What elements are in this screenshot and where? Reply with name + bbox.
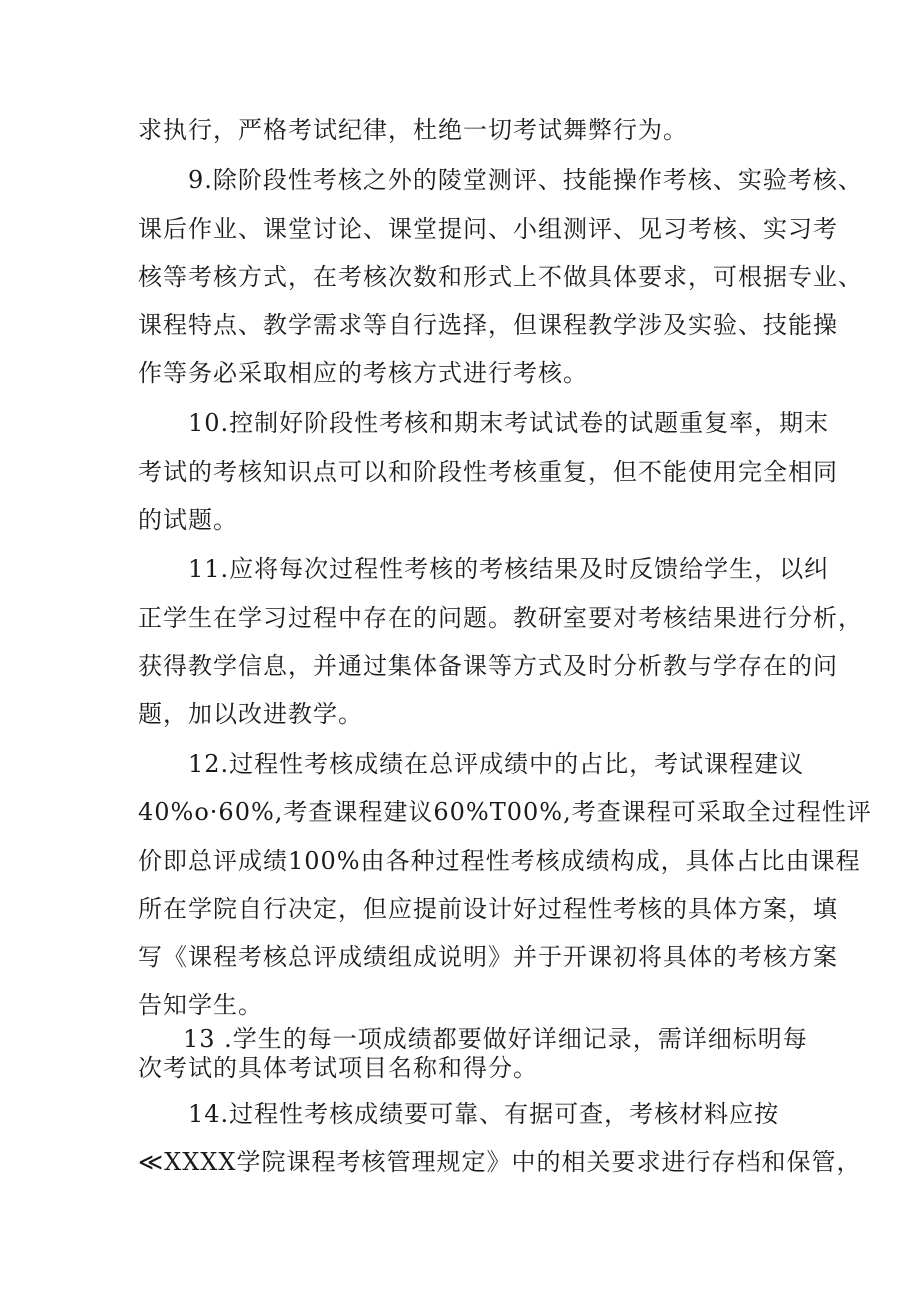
text-line: 12.过程性考核成绩在总评成绩中的占比，考试课程建议 xyxy=(188,750,805,778)
text-line: 获得教学信息，并通过集体备课等方式及时分析教与学存在的问 xyxy=(138,652,838,680)
text-line: 课后作业、课堂讨论、课堂提问、小组测评、见习考核、实习考 xyxy=(138,215,838,243)
text-line: 写《课程考核总评成绩组成说明》并于开课初将具体的考核方案 xyxy=(138,943,838,971)
text-line: 次考试的具体考试项目名称和得分。 xyxy=(138,1054,538,1082)
text-line: 所在学院自行决定，但应提前设计好过程性考核的具体方案，填 xyxy=(138,895,838,923)
text-line: 核等考核方式，在考核次数和形式上不做具体要求，可根据专业、 xyxy=(138,263,863,291)
text-line: 13 .学生的每一项成绩都要做好详细记录，需详细标明每 xyxy=(183,1025,808,1053)
text-line: 正学生在学习过程中存在的问题。教研室要对考核结果进行分析， xyxy=(138,604,863,632)
text-line: 求执行，严格考试纪律，杜绝一切考试舞弊行为。 xyxy=(138,116,688,144)
text-line: 11.应将每次过程性考核的考核结果及时反馈给学生，以纠 xyxy=(188,555,830,583)
text-line: 价即总评成绩100%由各种过程性考核成绩构成，具体占比由课程 xyxy=(138,847,861,875)
text-line: ≪XXXX学院课程考核管理规定》中的相关要求进行存档和保管， xyxy=(138,1148,862,1176)
text-line: 课程特点、教学需求等自行选择，但课程教学涉及实验、技能操 xyxy=(138,311,838,339)
text-line: 40%o·60%,考查课程建议60%T00%,考查课程可采取全过程性评 xyxy=(138,798,872,826)
text-line: 10.控制好阶段性考核和期末考试试卷的试题重复率，期末 xyxy=(188,409,830,437)
text-line: 14.过程性考核成绩要可靠、有据可查，考核材料应按 xyxy=(188,1100,780,1128)
text-line: 题，加以改进教学。 xyxy=(138,700,363,728)
text-line: 9.除阶段性考核之外的陵堂测评、技能操作考核、实验考核、 xyxy=(188,166,863,194)
text-line: 的试题。 xyxy=(138,506,238,534)
text-line: 作等务必采取相应的考核方式进行考核。 xyxy=(138,359,588,387)
text-line: 考试的考核知识点可以和阶段性考核重复，但不能使用完全相同 xyxy=(138,458,838,486)
text-line: 告知学生。 xyxy=(138,991,263,1019)
